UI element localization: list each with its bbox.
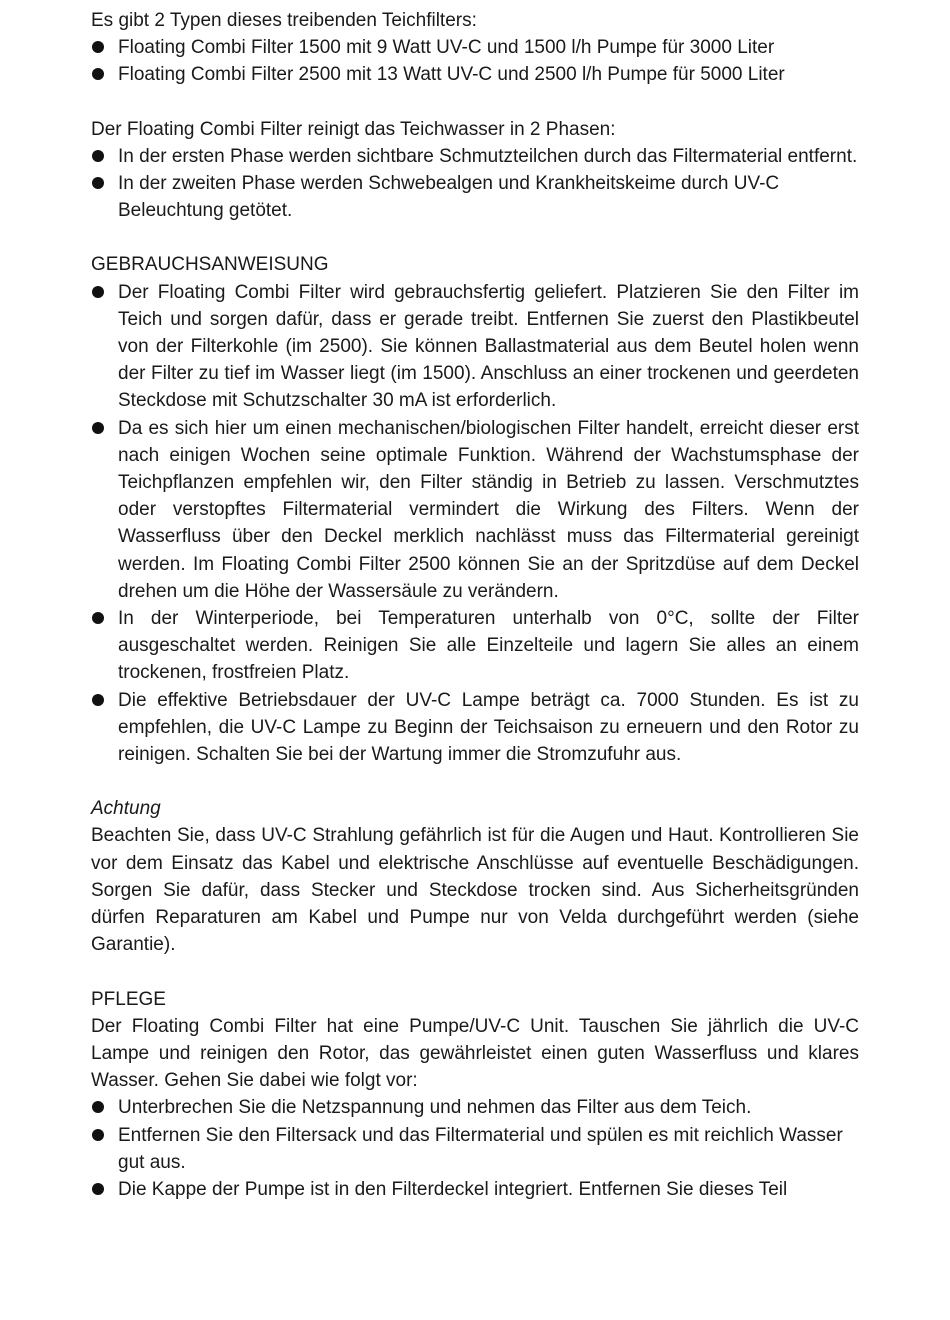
list-item: In der ersten Phase werden sichtbare Schmutzteilchen durch das Filtermaterial entfernt. [91,143,859,170]
care-heading: PFLEGE [91,988,166,1010]
bullet-icon [92,694,104,706]
bullet-icon [92,68,104,80]
warning-section [91,795,859,958]
warning-text: Beachten Sie, dass UV-C Strahlung gefährlich ist für die Augen und Haut. Kontrollieren Sie vor dem Einsatz das Kabel und elektrische Anschlüsse auf eventuelle Beschädigungen. Sorgen Sie dafür, dass Stecker und Steckdose trocken sind. Aus Sicherheitsgründen dürfen Reparaturen am Kabel und Pumpe nur von Velda durchgeführt werden (siehe Garantie). [91,825,859,956]
care-section [91,986,859,1204]
list-item: Unterbrechen Sie die Netzspannung und nehmen das Filter aus dem Teich. [91,1094,859,1121]
phases-section [91,116,859,225]
bullet-icon [92,41,104,53]
list-item: In der Winterperiode, bei Temperaturen unterhalb von 0°C, sollte der Filter ausgeschaltet werden. Reinigen Sie alle Einzelteile und lagern Sie alles an einem trockenen, frostfreien Platz. [91,605,859,687]
phases-list [91,143,859,225]
instructions-section [91,251,859,768]
types-intro: Es gibt 2 Typen dieses treibenden Teichfilters: [91,10,477,31]
care-list [91,1094,859,1203]
list-item: In der zweiten Phase werden Schwebealgen und Krankheitskeime durch UV-C Beleuchtung getötet. [91,170,859,224]
types-section [91,7,859,89]
list-item: Die effektive Betriebsdauer der UV-C Lampe beträgt ca. 7000 Stunden. Es ist zu empfehlen, die UV-C Lampe zu Beginn der Teichsaison zu erneuern und den Rotor zu reinigen. Schalten Sie bei der Wartung immer die Stromzufuhr aus. [91,687,859,769]
care-text: Der Floating Combi Filter hat eine Pumpe/UV-C Unit. Tauschen Sie jährlich die UV-C Lampe und reinigen den Rotor, das gewährleistet einen guten Wasserfluss und klares Wasser. Gehen Sie dabei wie folgt vor: [91,1015,859,1092]
manual-page [91,7,859,1203]
instructions-heading: GEBRAUCHSANWEISUNG [91,254,329,276]
bullet-icon [92,150,104,162]
list-item: Die Kappe der Pumpe ist in den Filterdeckel integriert. Entfernen Sie dieses Teil [91,1176,859,1203]
bullet-icon [92,422,104,434]
bullet-icon [92,286,104,298]
types-list [91,34,859,88]
instructions-list [91,279,859,769]
list-item: Da es sich hier um einen mechanischen/biologischen Filter handelt, erreicht dieser erst nach einigen Wochen seine optimale Funktion. Während der Wachstumsphase der Teichpflanzen empfehlen wir, den Filter ständig in Betrieb zu lassen. Verschmutztes oder verstopftes Filtermaterial vermindert die Wirkung des Filters. Wenn der Wasserfluss über den Deckel merklich nachlässt muss das Filtermaterial gereinigt werden. Im Floating Combi Filter 2500 können Sie an der Spritzdüse auf dem Deckel drehen um die Höhe der Wassersäule zu verändern. [91,415,859,605]
list-item: Der Floating Combi Filter wird gebrauchsfertig geliefert. Platzieren Sie den Filter im Teich und sorgen dafür, dass er gerade treibt. Entfernen Sie zuerst den Plastikbeutel von der Filterkohle (im 2500). Sie können Ballastmaterial aus dem Beutel holen wenn der Filter zu tief im Wasser liegt (im 1500). Anschluss an einer trockenen und geerdeten Steckdose mit Schutzschalter 30 mA ist erforderlich. [91,279,859,415]
bullet-icon [92,612,104,624]
bullet-icon [92,1129,104,1141]
list-item: Entfernen Sie den Filtersack und das Filtermaterial und spülen es mit reichlich Wasser gut aus. [91,1122,859,1176]
list-item: Floating Combi Filter 1500 mit 9 Watt UV-C und 1500 l/h Pumpe für 3000 Liter [91,34,859,61]
bullet-icon [92,177,104,189]
phases-intro: Der Floating Combi Filter reinigt das Teichwasser in 2 Phasen: [91,118,616,140]
bullet-icon [92,1183,104,1195]
bullet-icon [92,1101,104,1113]
warning-heading: Achtung [91,798,161,820]
list-item: Floating Combi Filter 2500 mit 13 Watt UV-C und 2500 l/h Pumpe für 5000 Liter [91,61,859,88]
